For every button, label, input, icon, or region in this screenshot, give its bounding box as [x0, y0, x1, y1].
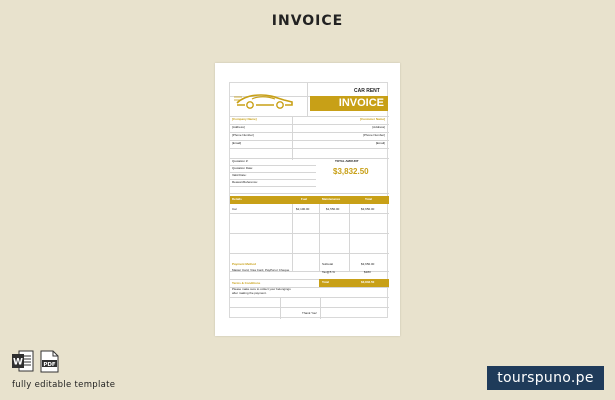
svg-text:PDF: PDF: [43, 361, 56, 368]
terms-text-line-2: after making the payment.: [232, 291, 267, 295]
pdf-icon: [40, 350, 59, 373]
company-email: [Email]: [232, 141, 242, 145]
invoice-sheet: [215, 63, 400, 336]
brand-badge[interactable]: tourspuno.pe: [487, 366, 604, 390]
customer-phone: [Phone Number]: [363, 133, 385, 137]
row-maintenance: $1,550.00: [326, 207, 340, 211]
quotation-date-label: Quotation Date:: [232, 166, 254, 170]
valid-date-label: Valid Date:: [232, 173, 247, 177]
subtotal-label: Subtotal: [322, 262, 334, 266]
invoice-document: [229, 82, 388, 318]
company-phone: [Phone Number]: [232, 133, 254, 137]
quotation-number-label: Quotation #:: [232, 159, 249, 163]
total-label: Total: [322, 280, 329, 284]
payment-methods: Master Card, Visa Card, PayPal or Cheque: [232, 268, 290, 272]
tax-label: Tax@5 %: [322, 270, 335, 274]
col-maintenance: Maintenance: [322, 197, 341, 201]
company-name: [Company Name]: [232, 117, 257, 121]
row-details: Car: [232, 207, 237, 211]
terms-label: Terms & Conditions: [232, 281, 261, 285]
tagline: fully editable template: [12, 380, 116, 390]
customer-address: [Address]: [372, 125, 385, 129]
svg-text:W: W: [13, 357, 23, 368]
row-fuel: $2,100.00: [296, 207, 310, 211]
car-logo-icon: [234, 91, 296, 110]
row-total: $3,650.00: [361, 207, 375, 211]
tax-value: $183: [364, 270, 371, 274]
subtotal-value: $3,650.00: [361, 262, 375, 266]
total-bar: [319, 279, 389, 287]
invoice-title: INVOICE: [310, 96, 388, 111]
customer-email: [Email]: [375, 141, 385, 145]
total-amount-value: $3,832.50: [333, 167, 369, 176]
format-icons: [12, 350, 59, 373]
thank-you: Thank You!: [301, 311, 317, 315]
customer-name: [Customer Name]: [359, 117, 385, 121]
invoice-subtitle: CAR RENT: [354, 88, 380, 94]
total-amount-label: TOTAL AMOUNT: [335, 159, 359, 163]
payment-method-label: Payment Method: [232, 262, 257, 266]
company-address: [Address]: [232, 125, 245, 129]
col-details: Details: [232, 197, 242, 201]
reason-reference-label: Reason/Reference:: [232, 180, 258, 184]
page-title: INVOICE: [271, 13, 344, 29]
col-fuel: Fuel: [301, 197, 308, 201]
total-value: $3,832.50: [361, 280, 375, 284]
word-icon: [12, 350, 34, 372]
col-total: Total: [365, 197, 372, 201]
terms-text-line-1: Please make sure to collect your belongings: [232, 287, 291, 291]
